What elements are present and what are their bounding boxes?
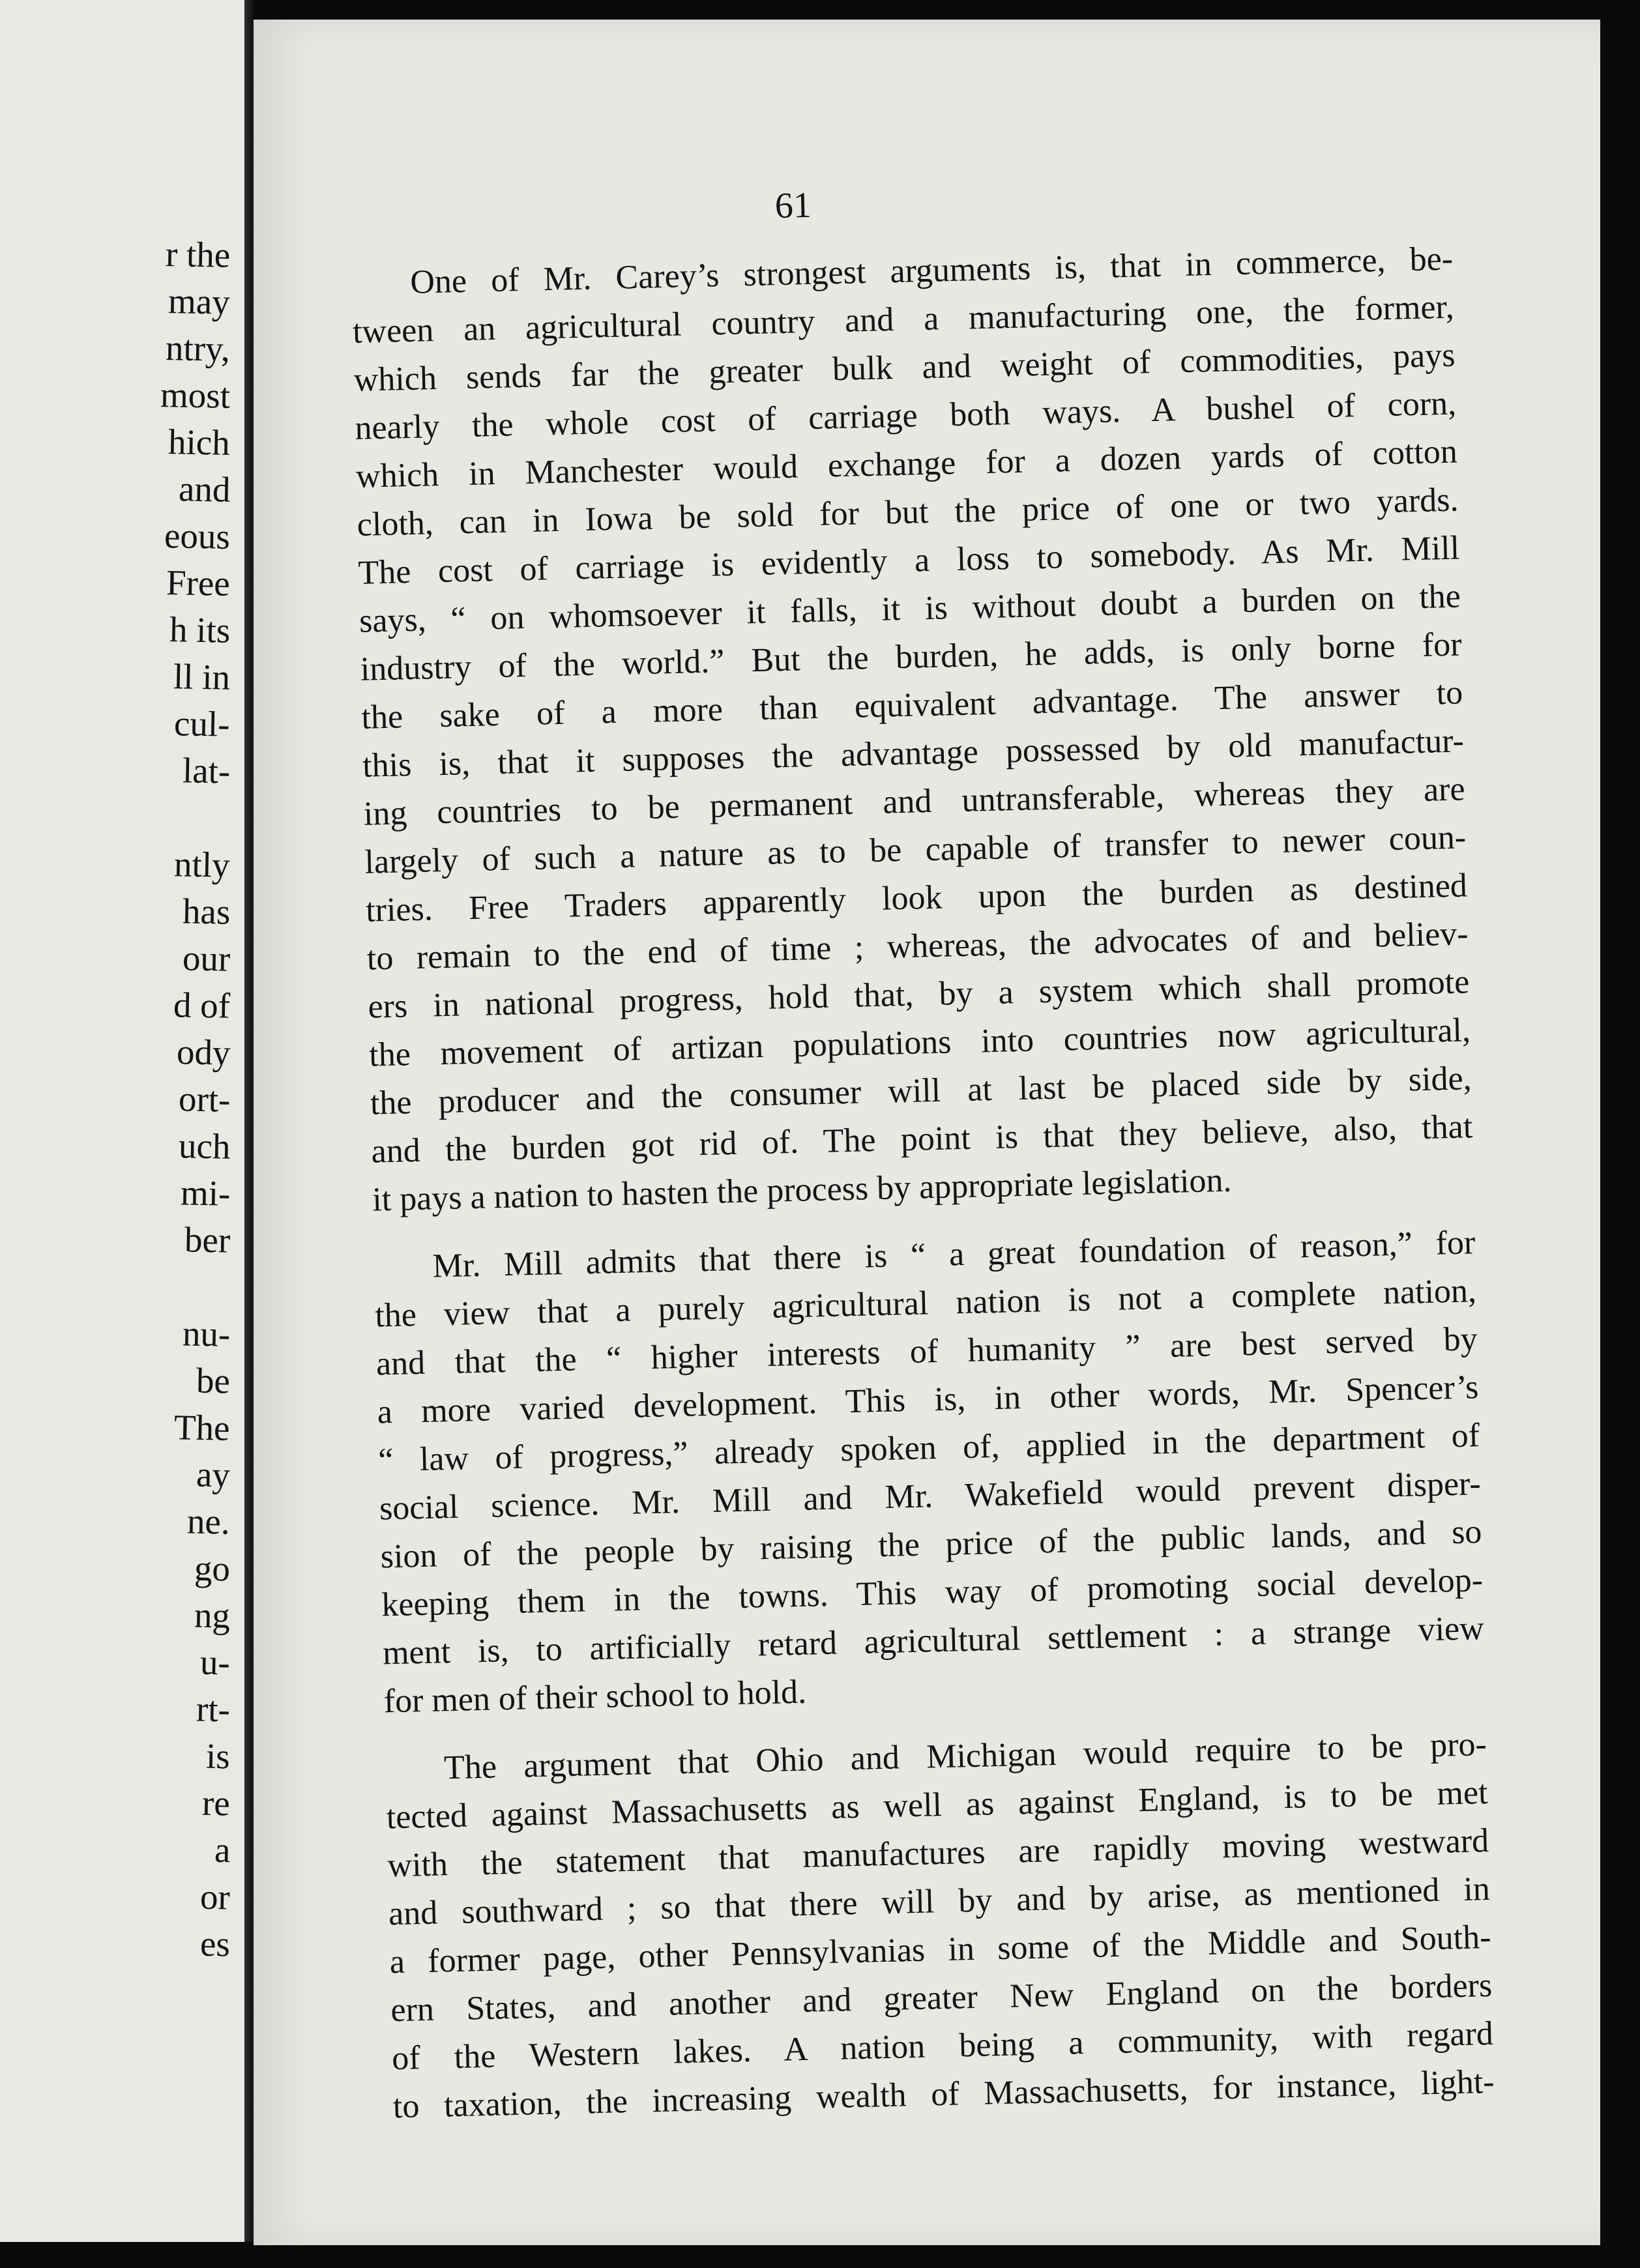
left-page-fragment: is [205,1736,231,1777]
left-page-fragment: Free [166,562,231,603]
paragraph [373,1219,1486,1726]
text-line: it pays a nation to hasten the process by appropriate legislation. [372,1161,1233,1219]
body-text [351,235,1495,2132]
left-page-fragment: ntly [173,844,231,885]
left-page-fragment: ber [184,1219,231,1260]
left-page-fragment: mi- [180,1172,231,1214]
text-line: The cost of carriage is evidently a loss to somebody. As Mr. Mill [357,529,1460,592]
left-page-fragment: d of [173,985,231,1026]
left-page-fragment: and [178,469,231,510]
left-page-fragment: a [214,1829,231,1870]
text-line: and southward ; so that there will by and by arise, as mentioned in [388,1870,1491,1933]
left-page-fragment: may [168,281,231,322]
left-page-fragment: ntry, [165,328,231,369]
left-page-fragment: ne. [186,1501,231,1542]
text-line: The argument that Ohio and Michigan would require to be pro- [443,1726,1487,1787]
left-page-fragment: nu- [182,1313,231,1354]
left-page-fragment: u- [199,1642,231,1683]
left-page-fragment: re [201,1782,231,1824]
left-page-fragment: ll in [173,656,231,697]
paragraph [385,1721,1495,2131]
left-page-fragment: ng [194,1595,231,1636]
text-line: to taxation, the increasing wealth of Massachusetts, for instance, light- [392,2063,1495,2126]
left-page-fragment: our [182,938,231,979]
text-line: sion of the people by raising the price of the public lands, and so [380,1513,1482,1576]
left-page-fragment: r the [165,234,231,275]
text-line: keeping them in the towns. This way of promoting social develop- [381,1562,1484,1624]
text-line: ern States, and another and greater New England on the borders [390,1966,1493,2029]
left-page-fragment: ort- [178,1079,231,1120]
left-page-fragment: has [182,891,231,932]
left-page-fragment: lat- [182,750,231,791]
left-page-fragment: uch [178,1126,231,1167]
text-line: tween an agricultural country and a manufacturing one, the former, [352,288,1455,351]
text-line: tries. Free Traders apparently look upon the burden as destined [365,867,1468,929]
page-number: 61 [774,184,812,227]
left-page [0,0,248,2242]
left-page-fragment: The [173,1407,231,1448]
text-line: the producer and the consumer will at last be placed side by side, [370,1060,1472,1122]
left-page-fragment: es [199,1923,231,1964]
text-line: One of Mr. Carey’s strongest arguments is, that in commerce, be- [409,240,1454,301]
text-line: the movement of artizan populations into countries now agricultural, [368,1011,1471,1074]
left-page-fragment: most [160,375,231,416]
text-line: and that the “ higher interests of humanity ” are best served by [375,1320,1478,1383]
text-line: nearly the whole cost of carriage both ways. A bushel of corn, [354,385,1457,447]
text-line: the view that a purely agricultural nation is not a complete nation, [374,1272,1477,1335]
left-page-fragment: go [194,1548,231,1589]
text-line: industry of the world.” But the burden, he adds, is only borne for [360,626,1463,688]
text-line: which in Manchester would exchange for a dozen yards of cotton [355,433,1458,495]
text-line: “ law of progress,” already spoken of, applied in the department of [377,1417,1480,1479]
text-line: this is, that it supposes the advantage possessed by old manufactur- [362,722,1465,785]
page-content [229,4,1626,2260]
left-page-fragment: ody [175,1032,231,1073]
text-line: ment is, to artificially retard agricultural settlement : a strange view [382,1610,1485,1672]
text-line: ers in national progress, hold that, by a system which shall promote [367,963,1470,1026]
text-line: for men of their school to hold. [383,1673,807,1721]
text-line: a former page, other Pennsylvanias in some of the Middle and South- [389,1918,1492,1981]
text-line: the sake of a more than equivalent advantage. The answer to [360,674,1463,736]
text-line: says, “ on whomsoever it falls, it is without doubt a burden on the [359,577,1461,640]
text-line: tected against Massachusetts as well as against England, is to be met [386,1774,1489,1837]
text-line: a more varied development. This is, in other words, Mr. Spencer’s [377,1369,1479,1431]
left-page-fragment: eous [164,516,231,557]
text-line: which sends far the greater bulk and weight of commodities, pays [353,336,1456,399]
left-page-fragment: h its [169,609,231,650]
left-page-fragment: ay [196,1454,231,1495]
text-line: largely of such a nature as to be capable of transfer to newer coun- [364,819,1467,881]
text-line: social science. Mr. Mill and Mr. Wakefield would prevent disper- [379,1465,1482,1528]
text-line: cloth, can in Iowa be sold for but the price of one or two yards. [357,481,1459,544]
text-line: with the statement that manufactures are rapidly moving westward [387,1822,1489,1885]
left-page-fragment: cul- [173,703,231,744]
right-page [254,20,1600,2245]
paragraph [351,235,1474,1225]
left-page-fragment: be [196,1360,231,1401]
text-line: Mr. Mill admits that there is “ a great foundation of reason,” for [432,1224,1476,1285]
text-line: of the Western lakes. A nation being a community, with regard [391,2014,1494,2078]
left-page-fragment: rt- [196,1689,231,1730]
text-line: ing countries to be permanent and untransferable, whereas they are [363,770,1466,833]
text-line: and the burden got rid of. The point is that they believe, also, that [370,1108,1473,1170]
left-page-fragment: or [199,1876,231,1917]
text-line: to remain to the end of time ; whereas, the advocates of and believ- [366,915,1469,978]
left-page-fragment: hich [168,422,231,463]
